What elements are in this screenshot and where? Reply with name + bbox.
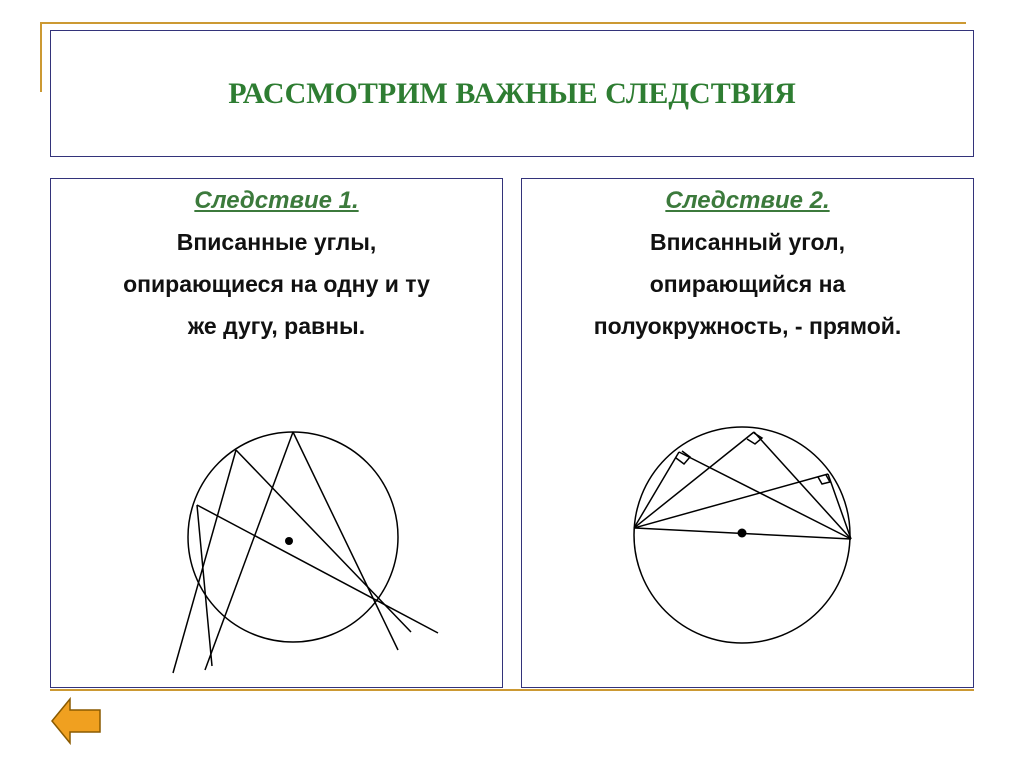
corollary-2-heading: Следствие 2.: [665, 187, 830, 214]
corollary-2-text: [522, 221, 973, 347]
corollary-2-line-3: полуокружность, - прямой.: [593, 313, 902, 339]
left-accent-line: [40, 22, 42, 92]
corollary-1-line-2: опирающиеся на одну и ту: [123, 271, 430, 297]
corollary-1-text: [51, 221, 502, 347]
corollary-1-line-3: же дугу, равны.: [187, 313, 366, 339]
bottom-accent-line: [50, 689, 974, 691]
corollary-1-heading: Следствие 1.: [194, 187, 359, 214]
corollary-1-line-1: Вписанные углы,: [176, 229, 377, 255]
slide-title: РАССМОТРИМ ВАЖНЫЕ СЛЕДСТВИЯ: [228, 76, 796, 110]
corollary-2-line-1: Вписанный угол,: [649, 229, 845, 255]
arrow-left-icon[interactable]: [50, 696, 102, 746]
corollary-2-panel: [521, 178, 974, 688]
corollary-1-panel: [50, 178, 503, 688]
top-accent-line: [40, 22, 966, 24]
corollary-2-line-2: опирающийся на: [649, 271, 846, 297]
